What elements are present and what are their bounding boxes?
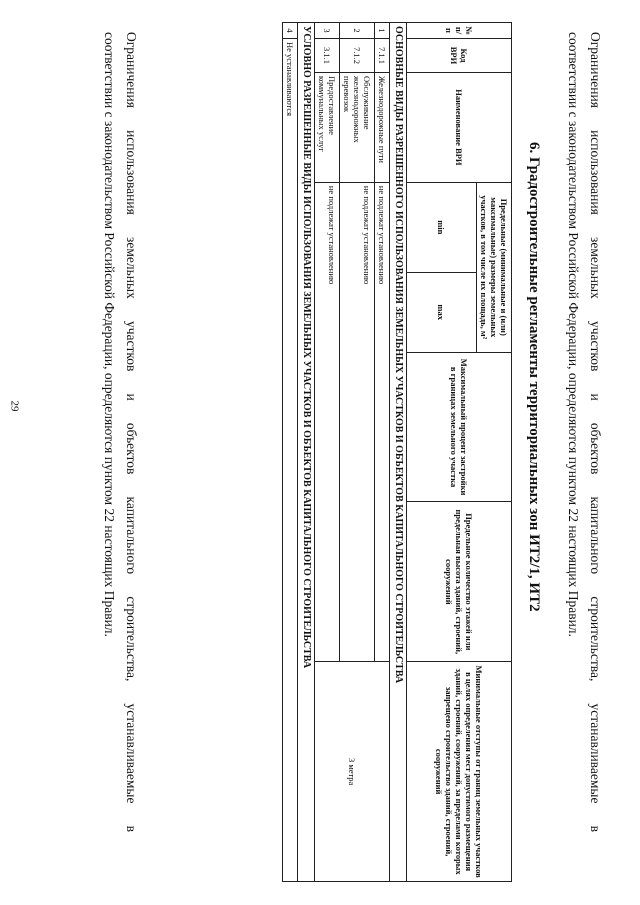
header-floors: Предельное количество этажей или предельная высота зданий, строений, сооружений [407,502,512,662]
table-row: 4 Не устанавливаются [283,23,298,882]
header-sizes: Предельные (минимальные и (или) максимальные) размеры земельных участков, в том числе их площадь, м² [477,182,512,352]
section-row-conditional: УСЛОВНО РАЗРЕШЕННЫЕ ВИДЫ ИСПОЛЬЗОВАНИЯ ЗЕМЕЛЬНЫХ УЧАСТКОВ И ОБЪЕКТОВ КАПИТАЛЬНОГО СТРОИТЕЛЬСТВА [298,23,315,882]
header-num: № п/п [407,23,512,39]
paragraph-top: Ограничения использования земельных участков и объектов капитального строительства, устанавливаемые в соответствии с законодательством Российской Федерации, определяются пунктом 22 настоящих Правил. [566,32,603,832]
table-row: 1 7.1.1 Железнодорожные пути не подлежат установлению 3 метра [375,23,390,882]
setback-value: 3 метра [315,662,390,882]
regulations-table [282,22,512,882]
section-row-main: ОСНОВНЫЕ ВИДЫ РАЗРЕШЕННОГО ИСПОЛЬЗОВАНИЯ ЗЕМЕЛЬНЫХ УЧАСТКОВ И ОБЪЕКТОВ КАПИТАЛЬНОГО СТРОИТЕЛЬСТВА [390,23,407,882]
section-heading: 6. Градостроительные регламенты территориальных зон ИТ2/1, ИТ2 [526,142,542,612]
header-code: Код ВРИ [407,38,512,72]
rotated-page-content [52,12,612,892]
header-percent: Максимальный процент застройки в границах земельного участка [407,352,512,502]
page-number: 29 [8,400,20,412]
header-name: Наименование ВРИ [407,72,512,182]
header-min: min [407,182,477,272]
table-row: 3 3.1.1 Предоставление коммунальных услуг не подлежат установлению [315,23,340,882]
table-header-row [477,23,512,882]
table-row: 2 7.1.2 Обслуживание железнодорожных перевозок не подлежат установлению [340,23,375,882]
paragraph-bottom: Ограничения использования земельных участков и объектов капитального строительства, устанавливаемые в соответствии с законодательством Российской Федерации, определяются пунктом 22 настоящих Правил. [102,32,139,832]
header-setback: Минимальные отступы от границ земельных участков в целях определения мест допустимого размещения зданий, строений, сооружений, за пределами которых запрещено строительство зданий, строений, сооружений [407,662,512,882]
header-max: max [407,272,477,352]
